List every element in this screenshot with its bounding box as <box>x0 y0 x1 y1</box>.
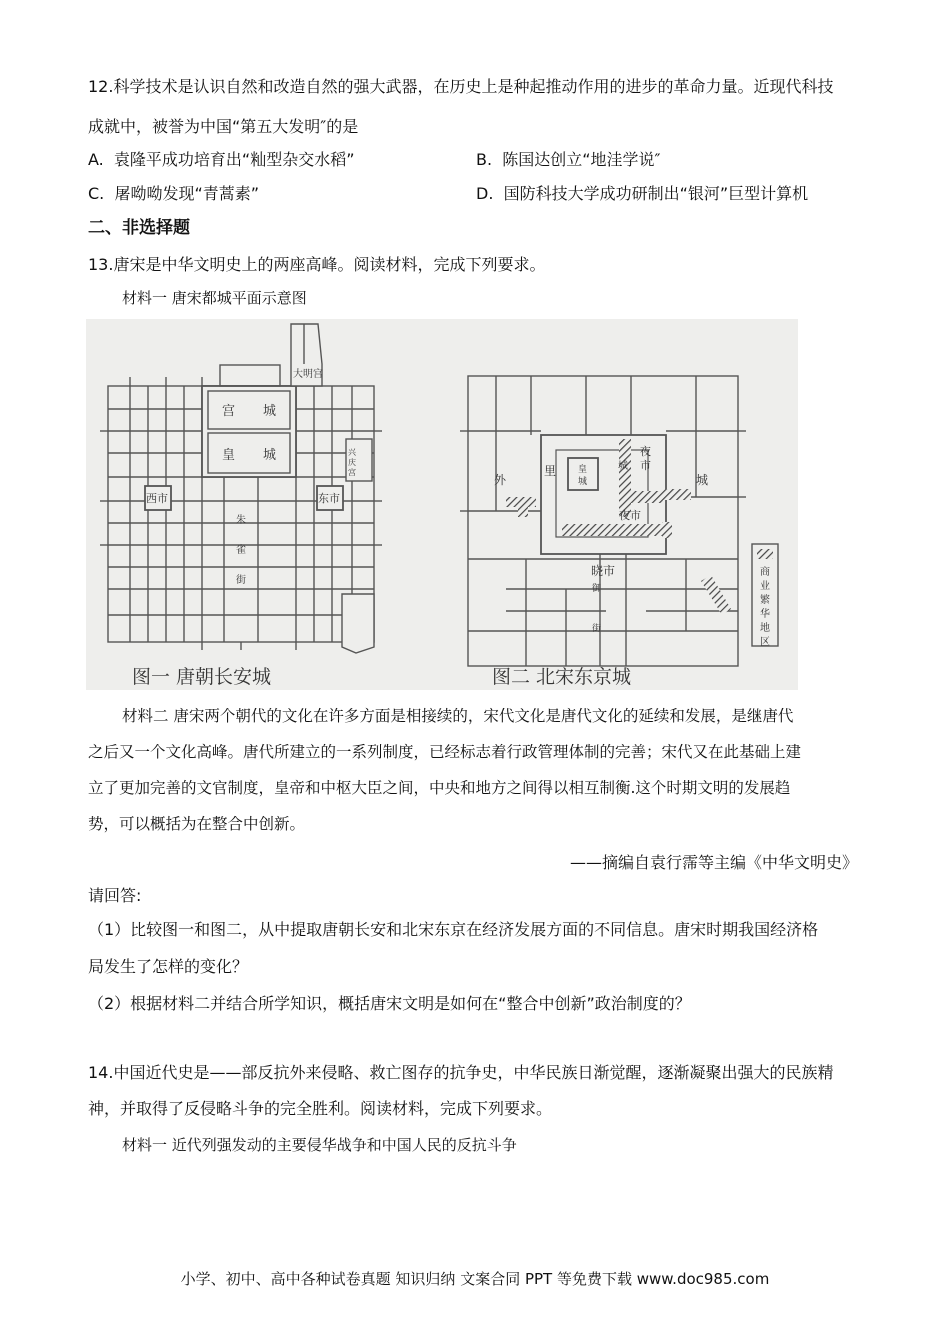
qujiang-corner <box>342 594 374 653</box>
legend-swatch <box>757 549 773 559</box>
section-title: 二、非选择题 <box>88 218 190 238</box>
label-xishi: 西市 <box>146 492 168 505</box>
option-text: 国防科技大学成功研制出“银河”巨型计算机 <box>503 184 809 203</box>
label-wai: 外 <box>494 473 507 487</box>
hatch-south <box>562 524 662 536</box>
q13-material2-line2: 之后又一个文化高峰。唐代所建立的一系列制度，已经标志着行政管理体制的完善；宋代又在此基础上建 <box>88 743 802 761</box>
q12-option-b <box>476 149 661 171</box>
q12-option-a <box>88 149 355 171</box>
palace-imperial-block <box>202 386 296 477</box>
q14-stem-line1: 14.中国近代史是——部反抗外来侵略、救亡图存的抗争史，中华民族日渐觉醒，逐渐凝聚出强大的民族精 <box>88 1063 834 1082</box>
label-yeshi-2: 夜市 <box>619 509 641 522</box>
label-huang: 皇 <box>222 448 236 463</box>
hatch-south-ext <box>662 522 672 538</box>
label-gong-cheng: 城 <box>263 404 277 419</box>
option-letter: A. <box>88 150 104 169</box>
q12-stem-line1: 12.科学技术是认识自然和改造自然的强大武器，在历史上是种起推动作用的进步的革命力量。近现代科技 <box>88 77 834 96</box>
q13-material2-line4: 势，可以概括为在整合中创新。 <box>88 815 306 833</box>
label-gong: 宫 <box>222 404 236 419</box>
hatch-southeast <box>701 575 731 615</box>
option-text: 陈国达创立“地洼学说″ <box>502 150 661 169</box>
label-dongshi: 东市 <box>318 492 340 505</box>
hatch-west-down <box>518 497 528 517</box>
label-huang-cheng: 城 <box>263 448 277 463</box>
hatch-vertical <box>619 439 631 517</box>
hatch-east <box>621 491 663 503</box>
option-letter: C. <box>88 184 105 203</box>
q14-stem-line2: 神，并取得了反侵略斗争的完全胜利。阅读材料，完成下列要求。 <box>88 1099 553 1118</box>
q13-sub1-line2: 局发生了怎样的变化？ <box>88 957 249 976</box>
label-zhuque: 朱雀街 <box>236 515 246 586</box>
q13-stem: 13.唐宋是中华文明史上的两座高峰。阅读材料，完成下列要求。 <box>88 255 546 274</box>
label-daminggong: 大明宫 <box>293 369 323 380</box>
q13-ask: 请回答: <box>88 886 142 905</box>
capital-maps-figure <box>86 319 798 690</box>
q14-material1-title: 材料一 近代列强发动的主要侵华战争和中国人民的反抗斗争 <box>122 1136 517 1154</box>
option-text: 袁隆平成功培育出“籼型杂交水稻” <box>113 150 355 169</box>
q13-material2-line3: 立了更加完善的文官制度，皇帝和中枢大臣之间，中央和地方之间得以相互制衡.这个时期文明的发展趋 <box>88 779 791 797</box>
option-letter: B. <box>476 150 493 169</box>
label-yujie: 御街 <box>592 584 602 634</box>
hatch-east-ext <box>661 489 691 500</box>
yard-north <box>220 365 280 386</box>
fig1-caption: 图一 唐朝长安城 <box>132 666 272 688</box>
option-letter: D. <box>476 184 494 203</box>
label-yeshi-1: 夜市 <box>640 445 651 472</box>
changan-map <box>100 324 382 653</box>
q13-material1-title: 材料一 唐宋都城平面示意图 <box>122 289 307 307</box>
q13-sub1-line1: （1）比较图一和图二，从中提取唐朝长安和北宋东京在经济发展方面的不同信息。唐宋时期我国经济格 <box>88 920 819 939</box>
dongjing-map <box>460 376 746 666</box>
q13-source: ——摘编自袁行霈等主编《中华文明史》 <box>569 853 858 872</box>
q13-sub2: （2）根据材料二并结合所学知识，概括唐宋文明是如何在“整合中创新”政治制度的？ <box>88 994 691 1013</box>
option-text: 屠呦呦发现“青蒿素” <box>114 184 260 203</box>
label-xiaoshi: 晓市 <box>591 564 616 578</box>
q13-material2-line1: 材料二 唐宋两个朝代的文化在许多方面是相接续的，宋代文化是唐代文化的延续和发展，是继唐代 <box>122 707 794 725</box>
q12-option-c <box>88 183 259 205</box>
legend-label: 商业繁华地区 <box>760 567 770 648</box>
label-cheng-inner: 城 <box>618 461 628 472</box>
fig2-caption: 图二 北宋东京城 <box>492 666 632 688</box>
label-li: 里 <box>544 464 557 478</box>
label-xingqing: 兴庆宫 <box>348 448 356 477</box>
q12-stem-line2: 成就中，被誉为中国“第五大发明″的是 <box>88 117 359 136</box>
page-footer: 小学、初中、高中各种试卷真题 知识归纳 文案合同 PPT 等免费下载 www.doc985.com <box>180 1270 770 1288</box>
q12-option-d <box>476 183 808 205</box>
label-cheng: 城 <box>696 473 709 487</box>
label-huangcheng: 皇城 <box>578 465 588 487</box>
